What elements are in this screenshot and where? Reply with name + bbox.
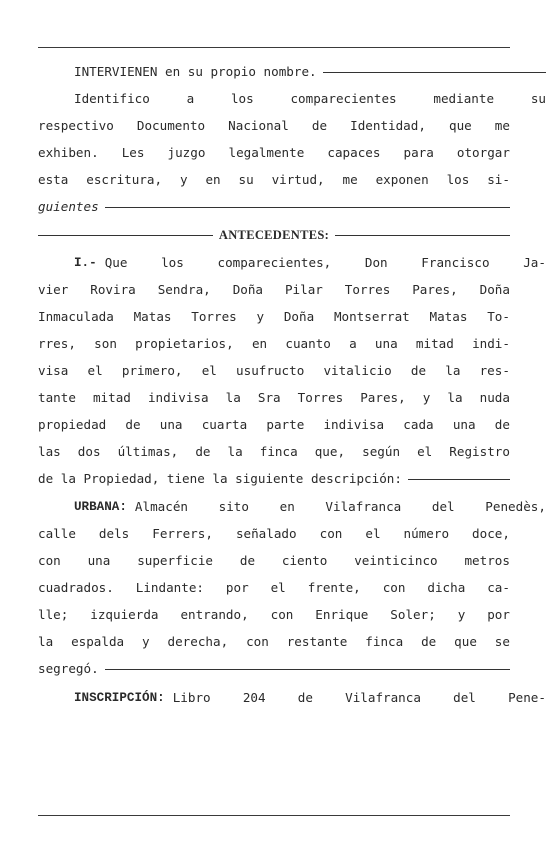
line-text bbox=[135, 497, 546, 517]
word: y bbox=[179, 172, 188, 187]
word: virtud, bbox=[271, 172, 325, 187]
word: exhiben. bbox=[38, 145, 99, 160]
line-text bbox=[38, 632, 510, 652]
word: mitad bbox=[415, 336, 454, 351]
line-text bbox=[38, 442, 510, 462]
word: el bbox=[417, 444, 433, 459]
word: con bbox=[38, 553, 61, 568]
word: los bbox=[161, 255, 184, 270]
word: número bbox=[403, 526, 450, 541]
word: por bbox=[225, 580, 249, 595]
word: Pene- bbox=[508, 690, 546, 705]
word: comparecientes bbox=[290, 91, 397, 106]
line-13 bbox=[38, 388, 510, 408]
word: de bbox=[239, 553, 256, 568]
line-19 bbox=[38, 551, 510, 571]
word: y bbox=[422, 390, 431, 405]
line-text: segregó. bbox=[38, 661, 99, 676]
word: son bbox=[94, 336, 117, 351]
fill-dash bbox=[323, 72, 546, 73]
word: de bbox=[311, 118, 328, 133]
word: en bbox=[205, 172, 221, 187]
line-21 bbox=[38, 605, 510, 625]
word: el bbox=[270, 580, 286, 595]
word: Doña bbox=[232, 282, 264, 297]
word: de bbox=[421, 634, 437, 649]
line-text: de la Propiedad, tiene la siguiente descripción: bbox=[38, 471, 402, 486]
word: su bbox=[530, 91, 546, 106]
word: primero, bbox=[121, 363, 183, 378]
word: derecha, bbox=[167, 634, 229, 649]
word: Torres bbox=[297, 390, 344, 405]
fill-dash bbox=[105, 669, 510, 670]
word: frente, bbox=[307, 580, 361, 595]
line-17 bbox=[38, 497, 546, 517]
word: visa bbox=[38, 363, 69, 378]
word: la bbox=[447, 390, 463, 405]
word: que bbox=[448, 118, 472, 133]
word: respectivo bbox=[38, 118, 114, 133]
line-text bbox=[173, 688, 546, 708]
word: si- bbox=[487, 172, 510, 187]
line-23 bbox=[38, 659, 510, 679]
word: izquierda bbox=[90, 607, 159, 622]
word: una bbox=[452, 417, 476, 432]
word: Registro bbox=[449, 444, 510, 459]
fill-dash bbox=[38, 235, 213, 236]
word: calle bbox=[38, 526, 76, 541]
word: se bbox=[494, 634, 510, 649]
word: una bbox=[159, 417, 183, 432]
word: el bbox=[365, 526, 381, 541]
word: Pilar bbox=[284, 282, 323, 297]
line-16 bbox=[38, 469, 510, 489]
word: Don bbox=[364, 255, 388, 270]
word: y bbox=[142, 634, 150, 649]
word: su bbox=[238, 172, 254, 187]
line-text bbox=[38, 334, 510, 354]
word: Matas bbox=[429, 309, 468, 324]
word: y bbox=[256, 309, 265, 324]
word: indi- bbox=[472, 336, 510, 351]
word: lle; bbox=[38, 607, 69, 622]
line-14 bbox=[38, 415, 510, 435]
line-2 bbox=[38, 89, 546, 109]
word: entrando, bbox=[180, 607, 249, 622]
line-text bbox=[38, 524, 510, 544]
word: indivisa bbox=[323, 417, 385, 432]
line-8 bbox=[38, 253, 546, 273]
word: Nacional bbox=[228, 118, 289, 133]
word: cuarta bbox=[201, 417, 248, 432]
word: comparecientes, bbox=[217, 255, 332, 270]
word: Ja- bbox=[523, 255, 546, 270]
word: la bbox=[38, 634, 54, 649]
word: res- bbox=[479, 363, 510, 378]
clause-label: INSCRIPCIÓN: bbox=[74, 691, 165, 705]
word: ciento bbox=[281, 553, 328, 568]
word: Doña bbox=[479, 282, 510, 297]
word: capaces bbox=[327, 145, 381, 160]
word: veinticinco bbox=[354, 553, 438, 568]
word: que bbox=[454, 634, 477, 649]
line-1 bbox=[38, 62, 546, 82]
line-5 bbox=[38, 170, 510, 190]
word: cuanto bbox=[285, 336, 331, 351]
word: una bbox=[374, 336, 398, 351]
word: indivisa bbox=[147, 390, 209, 405]
word: la bbox=[227, 444, 243, 459]
line-12 bbox=[38, 361, 510, 381]
line-20 bbox=[38, 578, 510, 598]
word: Doña bbox=[283, 309, 315, 324]
word: el bbox=[201, 363, 217, 378]
word: propietarios, bbox=[135, 336, 234, 351]
fill-dash bbox=[105, 207, 510, 208]
word: según bbox=[362, 444, 401, 459]
word: Ferrers, bbox=[152, 526, 213, 541]
line-text bbox=[38, 143, 510, 163]
fill-dash bbox=[408, 479, 510, 480]
line-4 bbox=[38, 143, 510, 163]
fill-dash bbox=[335, 235, 510, 236]
word: escritura, bbox=[86, 172, 163, 187]
word: superficie bbox=[137, 553, 214, 568]
clause-label: URBANA: bbox=[74, 500, 127, 514]
word: de bbox=[494, 417, 510, 432]
word: Vilafranca bbox=[345, 690, 421, 705]
word: Soler; bbox=[390, 607, 436, 622]
line-text bbox=[38, 415, 510, 435]
word: vitalicio bbox=[323, 363, 392, 378]
word: rres, bbox=[38, 336, 76, 351]
word: de bbox=[195, 444, 211, 459]
word: Pares, bbox=[360, 390, 406, 405]
word: los bbox=[446, 172, 470, 187]
line-text bbox=[74, 89, 546, 109]
word: el bbox=[87, 363, 103, 378]
line-text bbox=[38, 280, 510, 300]
word: nuda bbox=[479, 390, 510, 405]
word: en bbox=[251, 336, 268, 351]
word: finca bbox=[365, 634, 404, 649]
word: esta bbox=[38, 172, 69, 187]
line-text bbox=[38, 170, 510, 190]
word: dels bbox=[98, 526, 130, 541]
line-text: guientes bbox=[38, 199, 99, 214]
word: Francisco bbox=[421, 255, 490, 270]
word: cuadrados. bbox=[38, 580, 114, 595]
line-24 bbox=[38, 688, 546, 708]
word: Almacén bbox=[134, 499, 188, 514]
word: Enrique bbox=[315, 607, 369, 622]
word: del bbox=[431, 499, 455, 514]
line-text bbox=[38, 361, 510, 381]
word: restante bbox=[286, 634, 348, 649]
word: metros bbox=[464, 553, 510, 568]
word: las bbox=[38, 444, 61, 459]
line-text bbox=[38, 388, 510, 408]
line-9 bbox=[38, 280, 510, 300]
word: otorgar bbox=[456, 145, 510, 160]
word: la bbox=[225, 390, 241, 405]
word: los bbox=[230, 91, 254, 106]
word: con bbox=[246, 634, 269, 649]
word: Pares, bbox=[412, 282, 458, 297]
line-text bbox=[105, 253, 546, 273]
word: doce, bbox=[472, 526, 510, 541]
line-text bbox=[38, 578, 510, 598]
line-11 bbox=[38, 334, 510, 354]
word: Inmaculada bbox=[38, 309, 114, 324]
word: Torres bbox=[191, 309, 237, 324]
section-heading-row bbox=[38, 225, 510, 245]
word: vier bbox=[38, 282, 69, 297]
word: en bbox=[279, 499, 295, 514]
line-18 bbox=[38, 524, 510, 544]
section-heading: ANTECEDENTES: bbox=[218, 228, 330, 242]
line-text bbox=[38, 605, 510, 625]
word: Sendra, bbox=[157, 282, 211, 297]
top-rule bbox=[38, 47, 510, 48]
word: mediante bbox=[433, 91, 495, 106]
word: mitad bbox=[92, 390, 131, 405]
word: finca bbox=[259, 444, 298, 459]
clause-number: I.- bbox=[74, 256, 97, 270]
word: Vilafranca bbox=[325, 499, 402, 514]
word: con bbox=[382, 580, 406, 595]
word: cada bbox=[403, 417, 434, 432]
word: ca- bbox=[487, 580, 510, 595]
word: dos bbox=[77, 444, 101, 459]
word: me bbox=[342, 172, 358, 187]
word: por bbox=[487, 607, 510, 622]
word: Matas bbox=[133, 309, 172, 324]
line-text: INTERVIENEN en su propio nombre. bbox=[74, 64, 317, 79]
word: propiedad bbox=[38, 417, 107, 432]
word: Libro bbox=[172, 690, 211, 705]
word: de bbox=[125, 417, 141, 432]
word: sito bbox=[218, 499, 249, 514]
word: a bbox=[186, 91, 195, 106]
word: señalado bbox=[235, 526, 297, 541]
word: una bbox=[87, 553, 111, 568]
word: a bbox=[349, 336, 357, 351]
word: para bbox=[403, 145, 434, 160]
line-text bbox=[38, 307, 510, 327]
word: juzgo bbox=[167, 145, 206, 160]
word: usufructo bbox=[236, 363, 305, 378]
word: Que bbox=[104, 255, 128, 270]
word: del bbox=[453, 690, 476, 705]
word: de bbox=[410, 363, 427, 378]
line-text bbox=[38, 551, 510, 571]
word: me bbox=[494, 118, 510, 133]
line-6 bbox=[38, 197, 510, 217]
word: legalmente bbox=[228, 145, 305, 160]
word: Sra bbox=[257, 390, 281, 405]
word: 204 bbox=[242, 690, 266, 705]
word: espalda bbox=[71, 634, 125, 649]
word: Lindante: bbox=[135, 580, 204, 595]
word: que, bbox=[314, 444, 346, 459]
word: Penedès, bbox=[485, 499, 546, 514]
word: Documento bbox=[136, 118, 206, 133]
line-text bbox=[38, 116, 510, 136]
word: Torres bbox=[344, 282, 391, 297]
word: Identifico bbox=[74, 91, 150, 106]
word: Les bbox=[121, 145, 145, 160]
line-15 bbox=[38, 442, 510, 462]
word: la bbox=[445, 363, 461, 378]
line-3 bbox=[38, 116, 510, 136]
word: exponen bbox=[375, 172, 429, 187]
word: tante bbox=[38, 390, 76, 405]
bottom-rule bbox=[38, 815, 510, 816]
word: Montserrat bbox=[333, 309, 410, 324]
line-10 bbox=[38, 307, 510, 327]
word: Identidad, bbox=[350, 118, 426, 133]
word: parte bbox=[266, 417, 305, 432]
word: de bbox=[297, 690, 313, 705]
word: con bbox=[319, 526, 343, 541]
word: con bbox=[270, 607, 294, 622]
line-22 bbox=[38, 632, 510, 652]
word: últimas, bbox=[117, 444, 179, 459]
word: dicha bbox=[427, 580, 466, 595]
word: To- bbox=[487, 309, 510, 324]
word: Rovira bbox=[90, 282, 136, 297]
word: y bbox=[457, 607, 466, 622]
